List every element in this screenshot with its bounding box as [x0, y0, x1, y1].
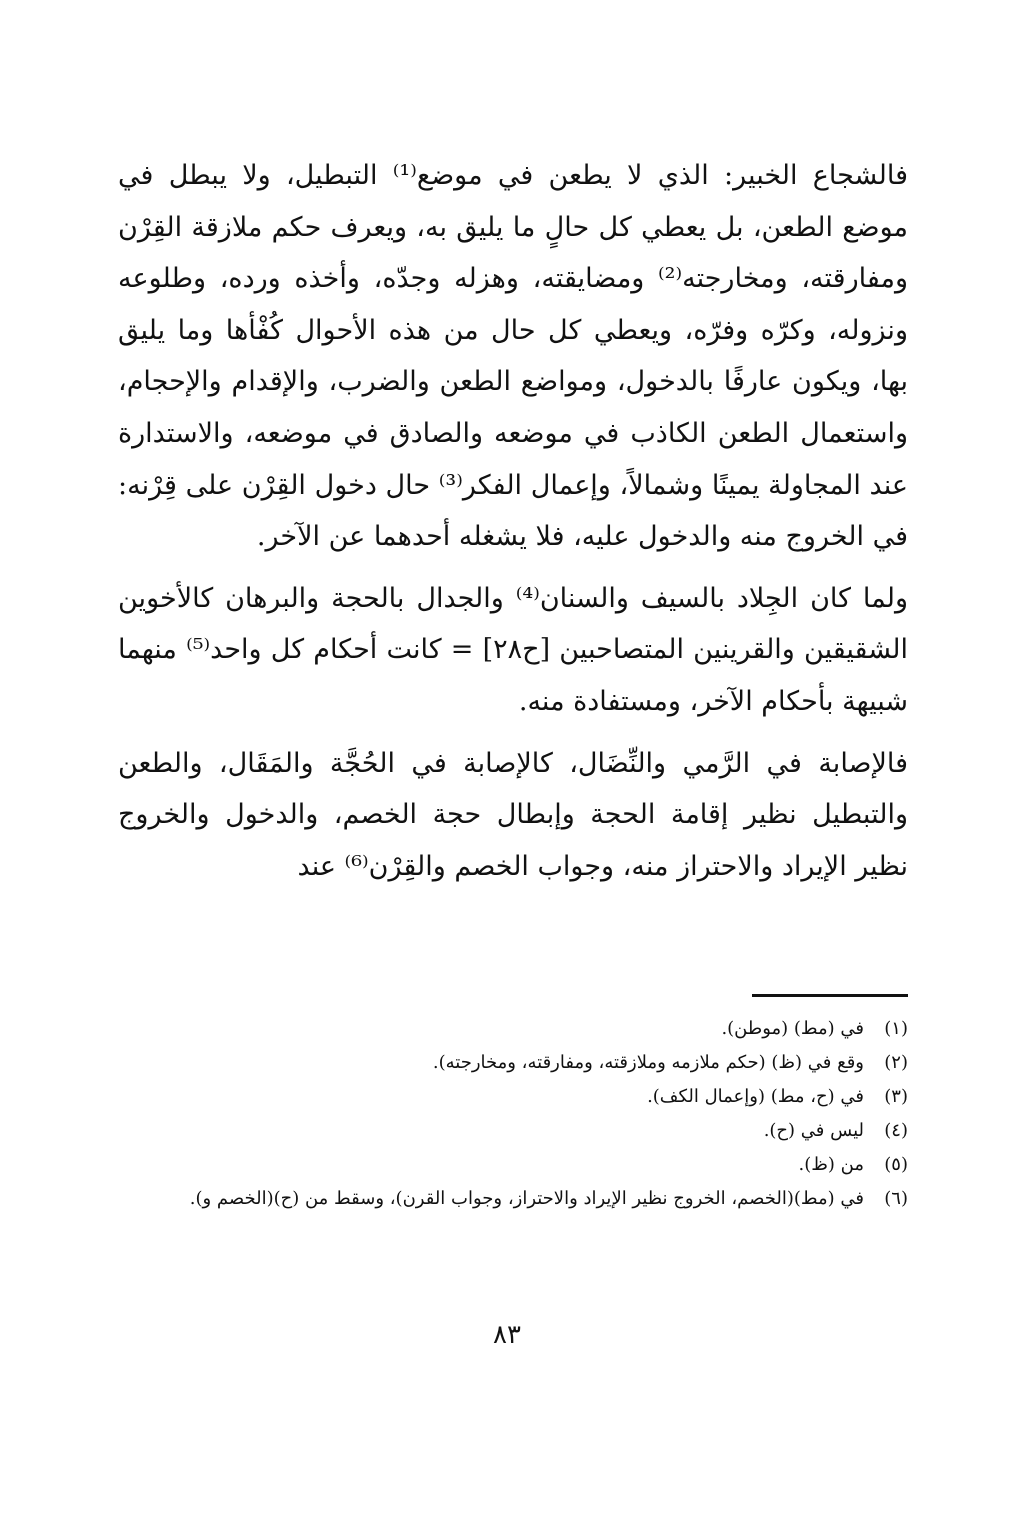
footnote-number: (٦) [884, 1188, 908, 1209]
footnote-divider [752, 994, 908, 997]
footnote-text: في (ح، مط) (وإعمال الكف). [647, 1086, 864, 1107]
footnote [118, 1080, 908, 1114]
footnote [118, 1182, 908, 1216]
paragraph: فالإصابة في الرَّمي والنِّضَال، كالإصابة في الحُجَّة والمَقَال، والطعن والتبطيل نظير إقامة الحجة وإبطال حجة الخصم، والدخول والخروج نظير الإيراد والاحتراز منه، وجواب الخصم والقِرْن⁽⁶⁾ عند [118, 747, 908, 882]
footnote [118, 1046, 908, 1080]
footnote-number: (٤) [884, 1120, 908, 1141]
footnote-number: (٢) [884, 1052, 908, 1073]
paragraph: ولما كان الجِلاد بالسيف والسنان⁽⁴⁾ والجدال بالحجة والبرهان كالأخوين الشقيقين والقرينين المتصاحبين [ح٢٨] = كانت أحكام كل واحد⁽⁵⁾ منهما شبيهة بأحكام الآخر، ومستفادة منه. [118, 582, 909, 717]
footnote-number: (١) [884, 1018, 908, 1039]
footnote [118, 1114, 908, 1148]
footnote [118, 1012, 908, 1046]
footnote-text: في (مط)(الخصم، الخروج نظير الإيراد والاحتراز، وجواب القرن)، وسقط من (ح)(الخصم و). [189, 1188, 864, 1209]
footnote-number: (٣) [884, 1086, 908, 1107]
footnote-number: (٥) [884, 1154, 908, 1175]
paragraph: فالشجاع الخبير: الذي لا يطعن في موضع⁽¹⁾ التبطيل، ولا يبطل في موضع الطعن، بل يعطي كل حالٍ ما يليق به، ويعرف حكم ملازقة القِرْن ومفارقته، ومخارجته⁽²⁾ ومضايقته، وهزله وجدّه، وأخذه ورده، وطلوعه ونزوله، وكرّه وفرّه، ويعطي كل حال من هذه الأحوال كُفْأها وما يليق بها، ويكون عارفًا بالدخول، ومواضع الطعن والضرب، والإقدام والإحجام، واستعمال الطعن الكاذب في موضعه والصادق في موضعه، والاستدارة عند المجاولة يمينًا وشمالاً، وإعمال الفكر⁽³⁾ حال دخول القِرْن على قِرْنه: في الخروج منه والدخول عليه، فلا يشغله أحدهما عن الآخر. [118, 160, 908, 553]
footnote-text: في (مط) (موطن). [721, 1018, 864, 1039]
footnote [118, 1148, 908, 1182]
footnotes [118, 1012, 908, 1216]
footnote-text: من (ظ). [798, 1154, 864, 1175]
footnote-text: ليس في (ح). [763, 1120, 864, 1141]
main-text [118, 150, 908, 892]
footnote-text: وقع في (ظ) (حكم ملازمه وملازقته، ومفارقته، ومخارجته). [432, 1052, 864, 1073]
page-number: ٨٣ [493, 1320, 521, 1350]
